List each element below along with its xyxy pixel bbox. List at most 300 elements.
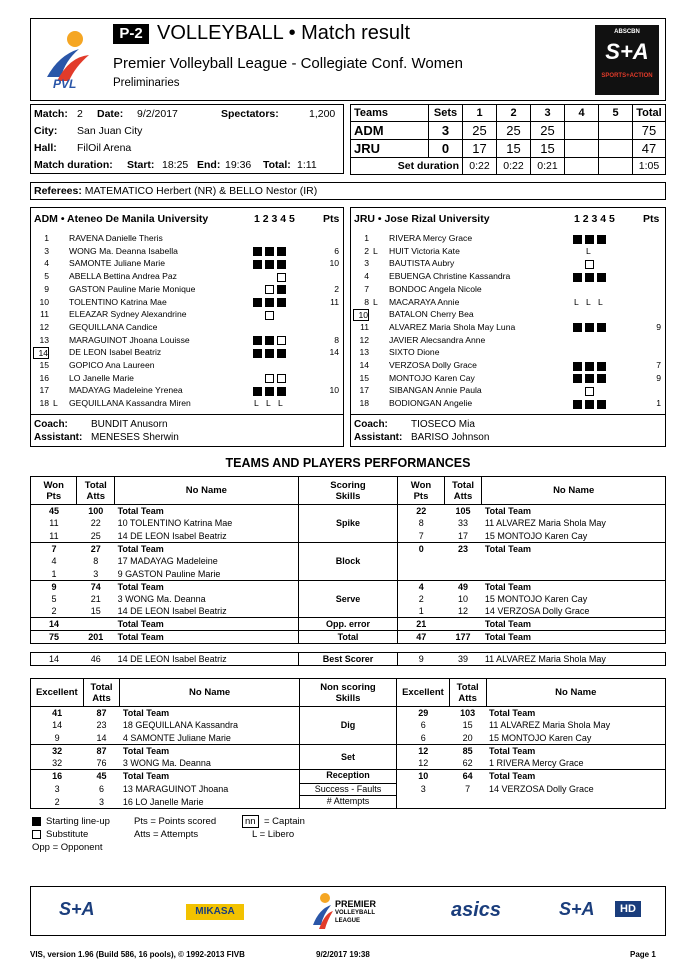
player-points: 2 [334, 283, 339, 294]
won-value: 22 [398, 505, 444, 518]
player-row [351, 309, 665, 322]
player-value [482, 555, 666, 568]
atts-value: 85 [449, 744, 486, 757]
player-number: 10 [353, 309, 369, 321]
atts-value: 76 [83, 757, 120, 770]
player-row [31, 322, 343, 335]
team-a-name: ADM • Ateneo De Manila University [34, 213, 209, 225]
player-points: 10 [329, 258, 339, 269]
stat-row [31, 769, 666, 782]
legend [30, 815, 666, 857]
won-value: 3 [397, 782, 450, 795]
jru-set2: 15 [497, 140, 531, 158]
stat-row [31, 580, 666, 593]
non-scoring-skills-header-text: Non scoring [320, 681, 376, 693]
skill-name: Block [298, 542, 398, 580]
starting-lineup-icon [573, 362, 582, 371]
starting-lineup-icon [573, 235, 582, 244]
excellent-header-text: Excellent [35, 687, 78, 698]
sa-sponsor-logo-1 [55, 897, 119, 927]
stat-row [31, 707, 666, 720]
atts-value: 21 [90, 593, 101, 604]
atts-value: 45 [83, 769, 120, 782]
starting-lineup-icon [585, 374, 594, 383]
player-number: 1 [44, 233, 49, 243]
sponsor-bar [30, 886, 666, 936]
no-name-header [120, 679, 299, 707]
hall-label: Hall: [34, 142, 57, 154]
team-a-players [31, 233, 343, 411]
won-value: 12 [397, 757, 450, 770]
scoring-skills-header [298, 477, 398, 505]
won-value: 0 [398, 542, 444, 555]
team-a-assistant-label: Assistant: [34, 432, 83, 443]
best-atts-b: 39 [444, 653, 482, 666]
won-pts-header-text: Won [410, 479, 432, 491]
footer-version: VIS, version 1.96 (Build 586, 16 pools), © 1992-2013 FIVB [30, 950, 245, 959]
atts-value: 87 [83, 707, 120, 720]
player-row [351, 373, 665, 386]
match-info-box [30, 104, 344, 174]
starting-lineup-icon [597, 323, 606, 332]
jru-set1: 17 [463, 140, 497, 158]
city-value: San Juan City [77, 125, 143, 137]
starting-lineup-icon [585, 235, 594, 244]
no-name-header-text: No Name [189, 687, 231, 698]
player-value: 13 MARAGUINOT Jhoana [120, 782, 299, 795]
won-value: 32 [31, 757, 84, 770]
no-name-header [482, 477, 666, 505]
starting-lineup-icon [573, 374, 582, 383]
set3-header: 3 [531, 105, 565, 122]
atts-value: 105 [444, 505, 482, 518]
won-value: 5 [31, 593, 77, 606]
won-value: 1 [31, 567, 77, 580]
sa-hd-logo [555, 897, 645, 927]
starting-lineup-icon [265, 349, 274, 358]
player-number: 12 [359, 334, 369, 345]
adm-set3: 25 [531, 122, 565, 140]
player-row [31, 233, 343, 246]
won-value: 14 [31, 618, 77, 631]
player-value: 15 MONTOJO Karen Cay [482, 593, 666, 606]
player-row [31, 246, 343, 259]
stat-header-row [31, 477, 666, 505]
won-pts-header-text: Pts [413, 490, 429, 502]
atts-value: 49 [444, 580, 482, 593]
player-row [31, 373, 343, 386]
premier-logo-line1: PREMIER [335, 899, 377, 909]
skill-name [299, 769, 396, 808]
total-atts-header [449, 679, 486, 707]
won-value: 9 [31, 732, 84, 745]
substitute-icon [32, 830, 41, 839]
won-value: 7 [31, 542, 77, 555]
substitute-icon [265, 285, 274, 294]
set5-header: 5 [599, 105, 633, 122]
player-number: 15 [39, 360, 49, 370]
won-value [398, 555, 444, 568]
team-b-divider [351, 414, 665, 415]
won-value: 29 [397, 707, 450, 720]
won-value: 14 [31, 719, 84, 732]
won-value: 41 [31, 707, 84, 720]
legend-captain-box: nn [242, 815, 259, 828]
best-scorer-table [30, 652, 666, 666]
reception-attempts: # Attempts [300, 795, 396, 808]
starting-lineup-icon [253, 336, 262, 345]
atts-value: 177 [444, 630, 482, 643]
won-value: 6 [397, 719, 450, 732]
atts-value: 23 [96, 720, 107, 731]
atts-value [444, 555, 482, 568]
end-label: End: [197, 159, 221, 171]
total-time: 1:11 [297, 159, 317, 171]
atts-value: 15 [77, 605, 115, 618]
atts-value: 103 [449, 707, 486, 720]
player-number: 4 [364, 271, 369, 282]
best-player-b: 11 ALVAREZ Maria Shola May [482, 653, 666, 666]
referees-box [30, 182, 666, 200]
starting-lineup-icon [585, 323, 594, 332]
atts-value: 3 [77, 567, 115, 580]
stat-row [31, 542, 666, 555]
won-pts-header [398, 477, 444, 505]
excellent-header-text: Excellent [402, 687, 444, 698]
player-value [486, 795, 665, 808]
team-adm: ADM [351, 122, 429, 140]
player-number: 16 [39, 372, 49, 383]
substitute-icon [585, 260, 594, 269]
player-name: VERZOSA Dolly Grace [389, 360, 477, 370]
adm-set2: 25 [497, 122, 531, 140]
player-name: ELEAZAR Sydney Alexandrine [69, 309, 187, 320]
atts-value [449, 795, 486, 808]
reception-success-faults: Success - Faults [300, 783, 396, 796]
player-number: 3 [364, 258, 369, 269]
match-number: 2 [77, 108, 83, 120]
libero-set-marker: L [266, 398, 271, 409]
player-number: 11 [40, 309, 49, 320]
won-value: 3 [31, 782, 84, 795]
atts-value: 10 [458, 593, 469, 604]
hd-badge: HD [615, 901, 641, 917]
legend-starting: Starting line-up [46, 816, 110, 827]
starting-lineup-icon [277, 298, 286, 307]
best-scorer-row [31, 653, 666, 666]
player-value: Total Team [115, 505, 299, 518]
player-number: 12 [39, 321, 49, 332]
match-date: 9/2/2017 [137, 108, 178, 120]
starting-lineup-icon [585, 362, 594, 371]
stage-name: Preliminaries [113, 77, 180, 89]
stat-header-row [31, 679, 666, 707]
doc-title: VOLLEYBALL • Match result [157, 22, 411, 44]
atts-value: 23 [444, 542, 482, 555]
teams-header: Teams [351, 105, 429, 122]
player-row [351, 246, 665, 259]
player-name: GEQUILLANA Kassandra Miren [69, 398, 191, 409]
player-row [31, 385, 343, 398]
scoring-skills-header-text: Scoring [330, 479, 366, 491]
sa-logo-text: S+A [605, 39, 649, 64]
won-value: 32 [31, 744, 84, 757]
team-b-name: JRU • Jose Rizal University [354, 213, 490, 225]
team-b-pts-label: Pts [643, 213, 660, 225]
player-number: 13 [359, 347, 369, 358]
player-name: LO Janelle Marie [69, 372, 134, 383]
won-value: 75 [31, 630, 77, 643]
team-a-box [30, 207, 344, 447]
set2-header: 2 [497, 105, 531, 122]
player-name: MADAYAG Madeleine Yrenea [69, 385, 183, 396]
player-value: 14 DE LEON Isabel Beatriz [115, 605, 299, 618]
player-number: 13 [39, 334, 49, 345]
legend-captain: = Captain [264, 816, 305, 827]
pvl-logo-text: PVL [53, 77, 77, 91]
footer-datetime: 9/2/2017 19:38 [316, 950, 370, 959]
stat-row [31, 505, 666, 518]
total-atts-header [83, 679, 120, 707]
player-number: 17 [359, 385, 369, 396]
team-a-set-cols: 1 2 3 4 5 [254, 213, 295, 225]
atts-value: 27 [77, 542, 115, 555]
stat-row [31, 744, 666, 757]
won-pts-header [31, 477, 77, 505]
won-value: 4 [398, 580, 444, 593]
player-value: Total Team [115, 618, 299, 631]
player-name: MONTOJO Karen Cay [389, 372, 475, 383]
libero-set-marker: L [586, 296, 591, 307]
adm-set1: 25 [463, 122, 497, 140]
won-value: 9 [31, 580, 77, 593]
starting-lineup-icon [265, 336, 274, 345]
jru-set3: 15 [531, 140, 565, 158]
player-value: 17 MADAYAG Madeleine [115, 555, 299, 568]
player-row [351, 360, 665, 373]
starting-lineup-icon [265, 298, 274, 307]
won-value: 2 [398, 593, 444, 606]
city-label: City: [34, 125, 58, 137]
player-points: 1 [656, 398, 661, 409]
adm-set5 [599, 122, 633, 140]
won-pts-header-text: Won [43, 479, 64, 491]
player-value: 14 DE LEON Isabel Beatriz [115, 530, 299, 543]
substitute-icon [277, 336, 286, 345]
player-number: 1 [364, 233, 369, 243]
player-number: 4 [44, 258, 49, 269]
player-value: 14 VERZOSA Dolly Grace [486, 782, 665, 795]
atts-value: 87 [83, 744, 120, 757]
total-atts-header-text: Atts [92, 692, 111, 704]
player-points: 6 [334, 245, 339, 256]
footer-page: Page 1 [630, 950, 656, 959]
atts-value: 64 [449, 769, 486, 782]
starting-lineup-icon [277, 247, 286, 256]
atts-value: 12 [444, 605, 482, 618]
atts-value [77, 618, 115, 631]
player-name: GASTON Pauline Marie Monique [69, 283, 196, 294]
jru-total: 47 [633, 140, 666, 158]
sets-header: Sets [429, 105, 463, 122]
legend-points: Pts = Points scored [134, 816, 217, 827]
starting-lineup-icon [573, 323, 582, 332]
atts-value: 22 [90, 518, 101, 529]
starting-lineup-icon [597, 362, 606, 371]
team-b-assistant: BARISO Johnson [411, 432, 490, 443]
total-atts-header-text: Total [90, 681, 113, 693]
jru-sets-won: 0 [429, 140, 463, 158]
player-number: 14 [33, 347, 49, 359]
total-atts-header-text: Atts [86, 490, 105, 502]
player-row [31, 398, 343, 411]
player-number: 18 [39, 398, 49, 409]
player-value: Total Team [115, 542, 299, 555]
premier-logo-line3: LEAGUE [335, 918, 361, 924]
player-value: Total Team [115, 580, 299, 593]
player-number: 15 [359, 372, 369, 383]
player-value: 3 WONG Ma. Deanna [115, 593, 299, 606]
team-a-pts-label: Pts [323, 213, 340, 225]
set1-duration: 0:22 [463, 158, 497, 175]
asics-logo: asics [451, 899, 502, 921]
won-value: 11 [31, 530, 77, 543]
skill-name: Total [298, 630, 398, 643]
team-b-players [351, 233, 665, 411]
premier-volleyball-logo [311, 891, 391, 933]
player-value: Total Team [486, 744, 665, 757]
performance-title: TEAMS AND PLAYERS PERFORMANCES [225, 456, 471, 470]
best-atts-a: 46 [77, 653, 115, 666]
pvl-logo [39, 27, 99, 93]
player-value: 11 ALVAREZ Maria Shola May [486, 719, 665, 732]
total-header: Total [633, 105, 666, 122]
player-number: 11 [360, 321, 369, 332]
atts-value: 7 [465, 783, 471, 794]
non-scoring-skills-header-text: Skills [335, 692, 361, 704]
set3-duration: 0:21 [531, 158, 565, 175]
starting-lineup-icon [277, 285, 286, 294]
stat-row [31, 630, 666, 643]
player-row [351, 385, 665, 398]
sa-sponsor-text-1: S+A [59, 899, 95, 919]
player-number: 18 [359, 398, 369, 409]
atts-value [444, 567, 482, 580]
substitute-icon [585, 387, 594, 396]
player-name: BAUTISTA Aubry [389, 258, 455, 269]
libero-set-marker: L [278, 398, 283, 409]
duration-label: Match duration: [34, 159, 113, 171]
best-scorer-label: Best Scorer [298, 653, 398, 666]
total-atts-header [77, 477, 115, 505]
adm-total: 75 [641, 123, 657, 138]
substitute-icon [265, 374, 274, 383]
no-name-header-text: No Name [555, 687, 597, 698]
player-name: SIXTO Dione [389, 347, 440, 358]
player-name: TOLENTINO Katrina Mae [69, 296, 167, 307]
player-value: 3 WONG Ma. Deanna [120, 757, 299, 770]
libero-marker: L [373, 245, 378, 256]
best-scorer-section [30, 652, 666, 666]
player-value: Total Team [482, 542, 666, 555]
team-b-coach: TIOSECO Mia [411, 419, 475, 430]
hall-value: FilOil Arena [77, 142, 132, 154]
atts-value: 8 [93, 556, 99, 567]
referees-value: MATEMATICO Herbert (NR) & BELLO Nestor (IR) [84, 185, 318, 197]
player-name: MACARAYA Annie [389, 296, 460, 307]
libero-set-marker: L [598, 296, 603, 307]
jru-set5 [599, 140, 633, 158]
starting-lineup-icon [32, 817, 41, 826]
player-row [31, 309, 343, 322]
libero-set-marker: L [586, 245, 591, 256]
no-name-header [486, 679, 665, 707]
scoring-section [30, 476, 666, 644]
won-value: 47 [398, 630, 444, 643]
skill-name: Spike [298, 505, 398, 543]
non-scoring-section [30, 678, 666, 809]
player-value: Total Team [115, 630, 299, 643]
player-value: 15 MONTOJO Karen Cay [482, 530, 666, 543]
starting-lineup-icon [585, 273, 594, 282]
match-label: Match: [34, 108, 68, 120]
player-points: 7 [656, 360, 661, 370]
player-value: Total Team [482, 630, 666, 643]
starting-lineup-icon [597, 374, 606, 383]
atts-value: 3 [83, 795, 120, 808]
adm-set4 [565, 122, 599, 140]
set1-header: 1 [463, 105, 497, 122]
starting-lineup-icon [573, 273, 582, 282]
atts-value: 25 [77, 530, 115, 543]
player-value: Total Team [120, 707, 299, 720]
player-value: Total Team [120, 769, 299, 782]
player-row [351, 398, 665, 411]
score-table [350, 104, 666, 175]
player-row [351, 322, 665, 335]
skill-name: Dig [299, 707, 396, 745]
total-duration: 1:05 [633, 158, 666, 175]
player-name: BATALON Cherry Bea [389, 309, 474, 320]
won-value: 11 [31, 517, 77, 530]
jru-set4 [565, 140, 599, 158]
libero-marker: L [373, 296, 378, 307]
player-row [351, 335, 665, 348]
starting-lineup-icon [277, 349, 286, 358]
end-time: 19:36 [225, 159, 252, 171]
player-row [351, 347, 665, 360]
player-name: BODIONGAN Angelie [389, 398, 473, 409]
substitute-icon [265, 311, 274, 320]
player-name: HUIT Victoria Kate [389, 245, 460, 256]
starting-lineup-icon [253, 298, 262, 307]
player-name: MARAGUINOT Jhoana Louisse [69, 334, 190, 345]
team-a-divider [31, 414, 343, 415]
player-points: 11 [330, 296, 339, 307]
starting-lineup-icon [265, 387, 274, 396]
skill-name: Serve [298, 580, 398, 618]
player-row [351, 271, 665, 284]
player-row [31, 347, 343, 360]
team-jru: JRU [351, 140, 429, 158]
excellent-header [31, 679, 84, 707]
won-value: 6 [397, 732, 450, 745]
won-pts-header-text: Pts [46, 490, 62, 502]
player-row [351, 297, 665, 310]
team-a-coach-label: Coach: [34, 419, 68, 430]
spectators-label: Spectators: [221, 108, 279, 120]
player-number: 2 [364, 245, 369, 256]
